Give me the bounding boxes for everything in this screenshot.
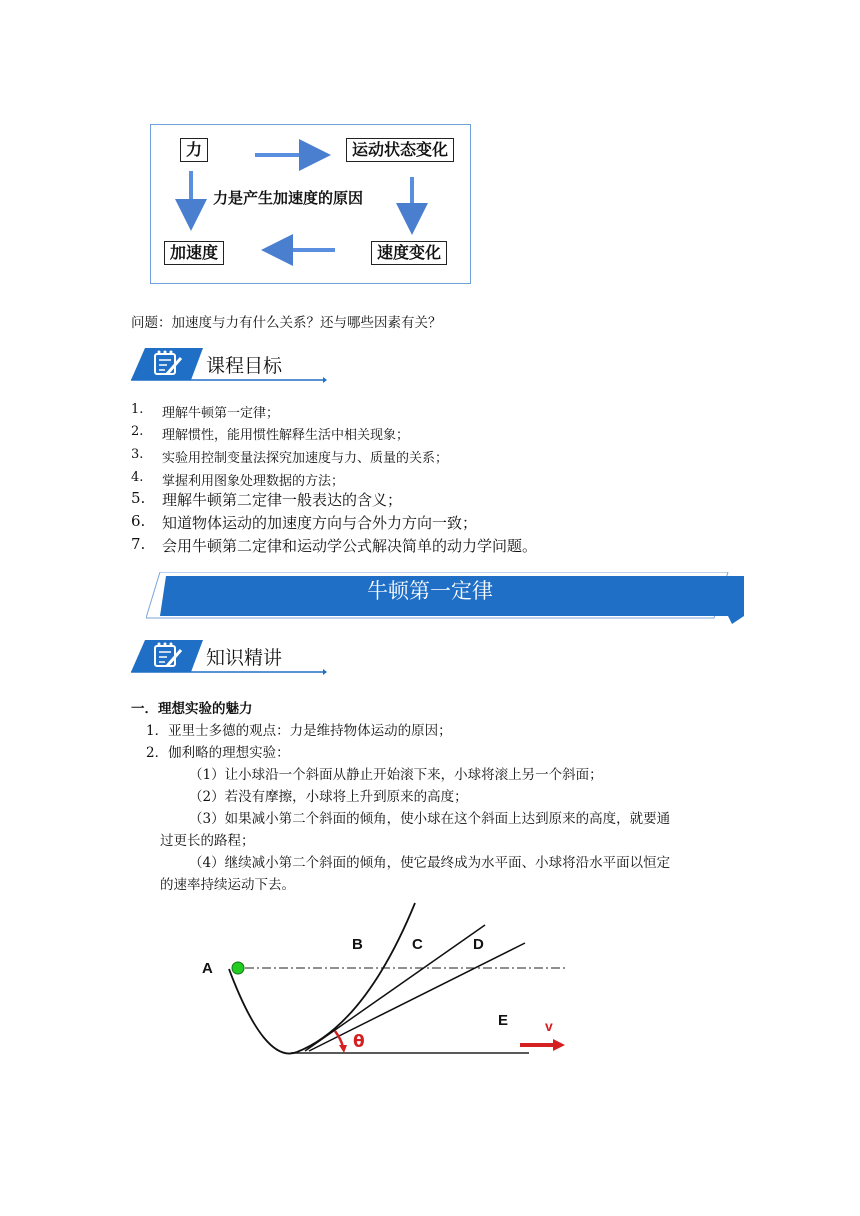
box-velocity-change: 速度变化: [371, 241, 447, 265]
paragraph: （3）如果减小第二个斜面的倾角，使小球在这个斜面上达到原来的高度，就要通: [189, 811, 671, 827]
paragraph: 2．伽利略的理想实验：: [146, 745, 290, 761]
label-c: C: [412, 936, 423, 953]
paragraph: 的速率持续运动下去。: [160, 877, 295, 893]
box-motion-change: 运动状态变化: [346, 138, 454, 162]
diagram-caption: 力是产生加速度的原因: [213, 189, 364, 207]
angle-arc: [335, 1031, 343, 1047]
paragraph: （4）继续减小第二个斜面的倾角，使它最终成为水平面、小球将沿水平面以恒定: [189, 855, 671, 871]
question-text: 问题：加速度与力有什么关系？还与哪些因素有关？: [131, 315, 442, 331]
velocity-arrow-head: [553, 1039, 565, 1051]
label-a: A: [202, 960, 213, 977]
box-acceleration: 加速度: [164, 241, 224, 265]
knowledge-header: [131, 638, 327, 678]
angle-arrow-head: [339, 1045, 347, 1053]
label-e: E: [498, 1012, 509, 1029]
section-heading: 一．理想实验的魅力: [131, 701, 253, 717]
ramp-b: [297, 903, 415, 1052]
label-b: B: [352, 936, 363, 953]
chapter-title: 牛顿第一定律: [367, 579, 493, 603]
knowledge-title: 知识精讲: [206, 647, 283, 669]
box-force: 力: [180, 138, 208, 162]
label-v: v: [545, 1018, 553, 1034]
ramp-c: [305, 925, 485, 1051]
paragraph: （1）让小球沿一个斜面从静止开始滚下来，小球将滚上另一个斜面；: [189, 767, 603, 783]
label-d: D: [473, 936, 484, 953]
ramp-d: [309, 943, 525, 1051]
course-goals-title: 课程目标: [206, 355, 283, 377]
course-goals-header: [131, 346, 327, 386]
concept-diagram: [150, 124, 471, 284]
ball: [232, 962, 244, 974]
label-theta: θ: [353, 1032, 365, 1052]
first-incline: [229, 969, 297, 1054]
paragraph: （2）若没有摩擦，小球将上升到原来的高度；: [189, 789, 468, 805]
ideal-experiment-figure: [195, 895, 575, 1065]
paragraph: 过更长的路程；: [160, 833, 255, 849]
paragraph: 1．亚里士多德的观点：力是维持物体运动的原因；: [146, 723, 452, 739]
